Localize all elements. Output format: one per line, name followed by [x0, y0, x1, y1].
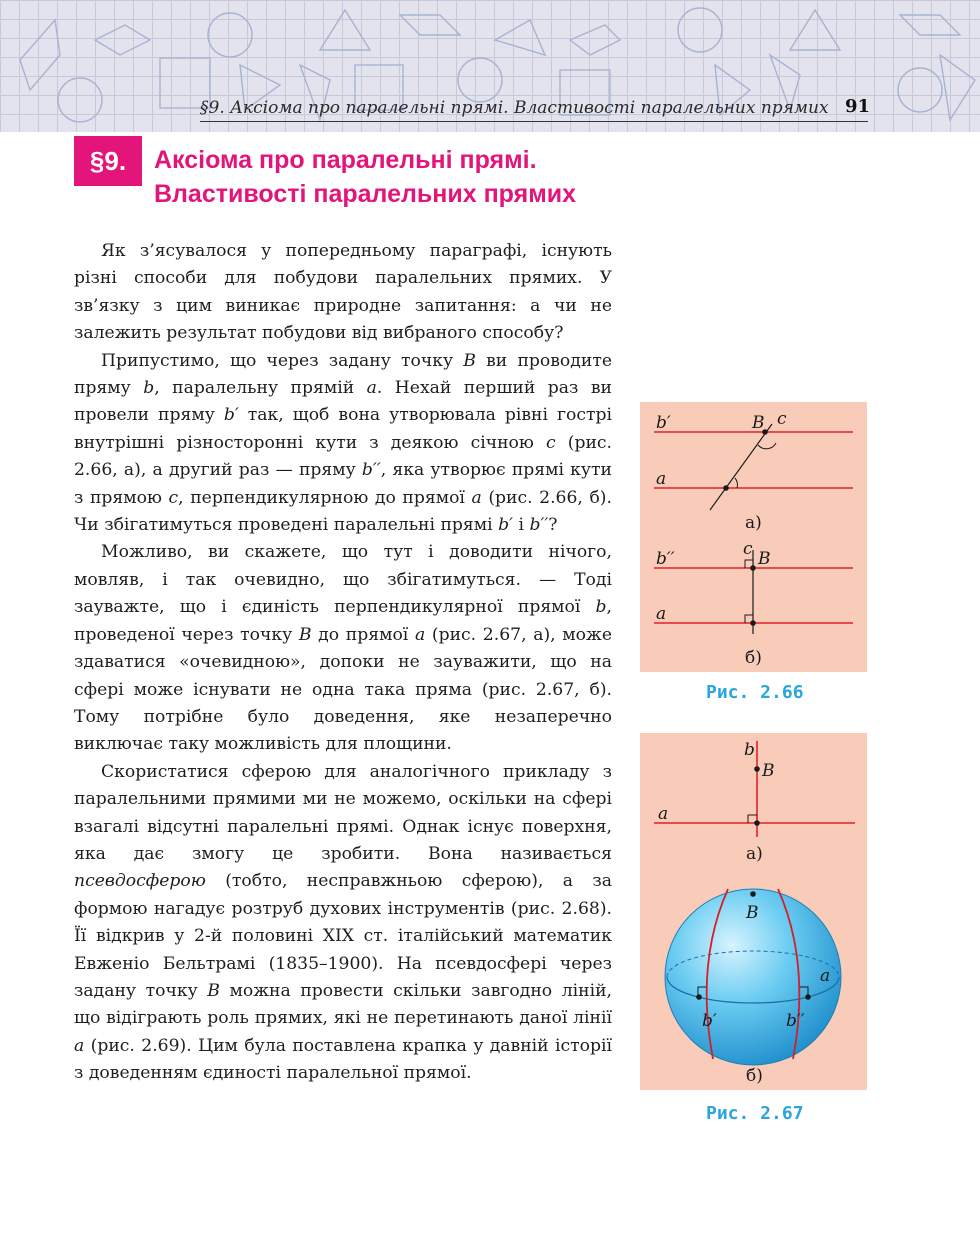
foot-point-right [805, 994, 811, 1000]
figure-2-67-caption: Рис. 2.67 [706, 1103, 804, 1124]
text-run: до прямої [311, 624, 415, 645]
text-run: , перпендикулярною до прямої [178, 487, 472, 508]
italic-math-term: a [366, 378, 377, 399]
label-b-prime-sphere: b′ [702, 1011, 717, 1031]
text-run: і [513, 515, 530, 536]
italic-math-term: b′′ [361, 460, 381, 481]
italic-math-term: B [298, 624, 312, 645]
header-band [0, 0, 980, 132]
label-b-prime: b′ [656, 413, 671, 433]
label-B-lower: B [758, 549, 771, 569]
figure-2-66-caption: Рис. 2.66 [706, 682, 804, 703]
header-rule [200, 121, 868, 122]
label-b-double-prime-sphere: b′′ [786, 1011, 805, 1031]
text-run: Припустимо, що через задану точку [101, 350, 464, 371]
subfigure-label-a-267: а) [746, 844, 763, 864]
label-B: B [752, 413, 765, 433]
body-text [74, 238, 612, 1088]
label-c: c [777, 409, 787, 429]
italic-math-term: c [168, 487, 179, 508]
angle-arc-top [758, 443, 776, 449]
page-number: 91 [845, 96, 871, 117]
label-a-lower: a [656, 604, 667, 624]
italic-math-term: b′ [223, 405, 239, 426]
italic-math-term: a [74, 1035, 85, 1056]
section-title-line-2: Властивості паралельних прямих [154, 180, 576, 208]
italic-math-term: c [545, 432, 556, 453]
italic-math-term: b [143, 378, 155, 399]
text-run: Можливо, ви скажете, що тут і доводити нічого, мовляв, і так очевидно, що збігатимуться. — Тоді зауважте, що і єдиність перпендикулярної прямої [74, 542, 612, 618]
point-B-sphere [750, 891, 756, 897]
body-paragraph [74, 348, 612, 540]
subfigure-label-b: б) [745, 648, 762, 668]
figure-2-66 [640, 402, 867, 672]
italic-math-term: B [207, 980, 220, 1001]
foot-point-upper [754, 820, 760, 826]
italic-math-term: псевдосферою [74, 871, 206, 892]
text-run: ? [548, 515, 558, 536]
text-run: так, щоб вона утворювала рівні гострі внутрішні різносторонні кути з деякою січною [74, 405, 612, 453]
text-run: Як з’ясувалося у попередньому параграфі, існують різні способи для побудови паралельних прямих. У зв’язку з цим виникає природне запитання: а чи не залежить результат побудови від вибраного способу? [74, 241, 612, 344]
body-paragraph [74, 539, 612, 758]
label-B-upper: B [762, 761, 775, 781]
text-run: ви проводите пряму [74, 350, 612, 399]
figure-2-66-drawing [640, 402, 867, 672]
body-paragraph [74, 238, 612, 348]
italic-math-term: b′ [498, 515, 514, 536]
label-b-double-prime: b′′ [656, 549, 675, 569]
text-run: (рис. 2.67, а), може здаватися «очевидною», допоки не зауважити, що на сфері може існувати не одна така пряма (рис. 2.67, б). Тому потрібне було доведення, яке незаперечно виключає таку можливість для площини. [74, 624, 612, 755]
label-a: a [656, 469, 667, 489]
text-run: , паралельну прямій [154, 378, 367, 399]
foot-point [750, 620, 756, 626]
secant-c [710, 424, 772, 510]
text-run: . Нехай перший раз ви провели пряму [74, 378, 612, 426]
section-badge: §9. [74, 136, 142, 186]
text-run: (рис. 2.66, а), а другий раз — пряму [74, 432, 613, 481]
subfigure-label-a: а) [745, 513, 762, 533]
text-run: Скористатися сферою для аналогічного прикладу з паралельними прямими ми не можемо, оскільки на сфері взагалі відсутні паралельні прямі. Однак існує поверхня, яка дає змогу це зробити. Вона називається [74, 761, 612, 864]
section-title-line-1: Аксіома про паралельні прямі. [154, 146, 537, 174]
text-run: можна провести скільки завгодно ліній, що відіграють роль прямих, які не перетинають даної лінії [74, 980, 612, 1029]
italic-math-term: a [414, 624, 426, 645]
label-c-lower: c [743, 539, 753, 559]
text-run: (рис. 2.66, б). Чи збігатимуться проведені паралельні прямі [74, 487, 612, 536]
intersection-point [723, 485, 729, 491]
figure-2-67-drawing [640, 733, 867, 1090]
label-a-sphere: a [820, 966, 831, 986]
label-B-sphere: B [746, 903, 759, 923]
angle-arc-bottom [735, 478, 737, 488]
italic-math-term: B [463, 350, 476, 371]
point-B-upper [754, 766, 760, 772]
text-run: , яка утворює прямі кути з прямою [74, 460, 612, 508]
subfigure-label-b-267: б) [746, 1066, 763, 1086]
point-B-lower [750, 565, 756, 571]
italic-math-term: b [595, 597, 607, 618]
figure-2-67 [640, 733, 867, 1090]
text-run: (рис. 2.69). Цим була поставлена крапка у давній історії з доведенням єдиності паралельної прямої. [74, 1035, 612, 1084]
text-run: , проведеної через точку [74, 597, 612, 645]
label-a-upper: a [658, 804, 669, 824]
label-b: b [744, 740, 755, 760]
running-title: §9. Аксіома про паралельні прямі. Властивості паралельних прямих [200, 98, 829, 118]
foot-point-left [696, 994, 702, 1000]
body-paragraph [74, 759, 612, 1088]
italic-math-term: b′′ [529, 515, 549, 536]
text-run: (тобто, несправжньою сферою), а за формою нагадує розтруб духових інструментів (рис. 2.68). Її відкрив у 2-й половині XIX ст. італійський математик Евженіо Бельтрамі (1835–1900). На псевдосфері через задану точку [74, 871, 612, 1001]
italic-math-term: a [471, 487, 482, 508]
